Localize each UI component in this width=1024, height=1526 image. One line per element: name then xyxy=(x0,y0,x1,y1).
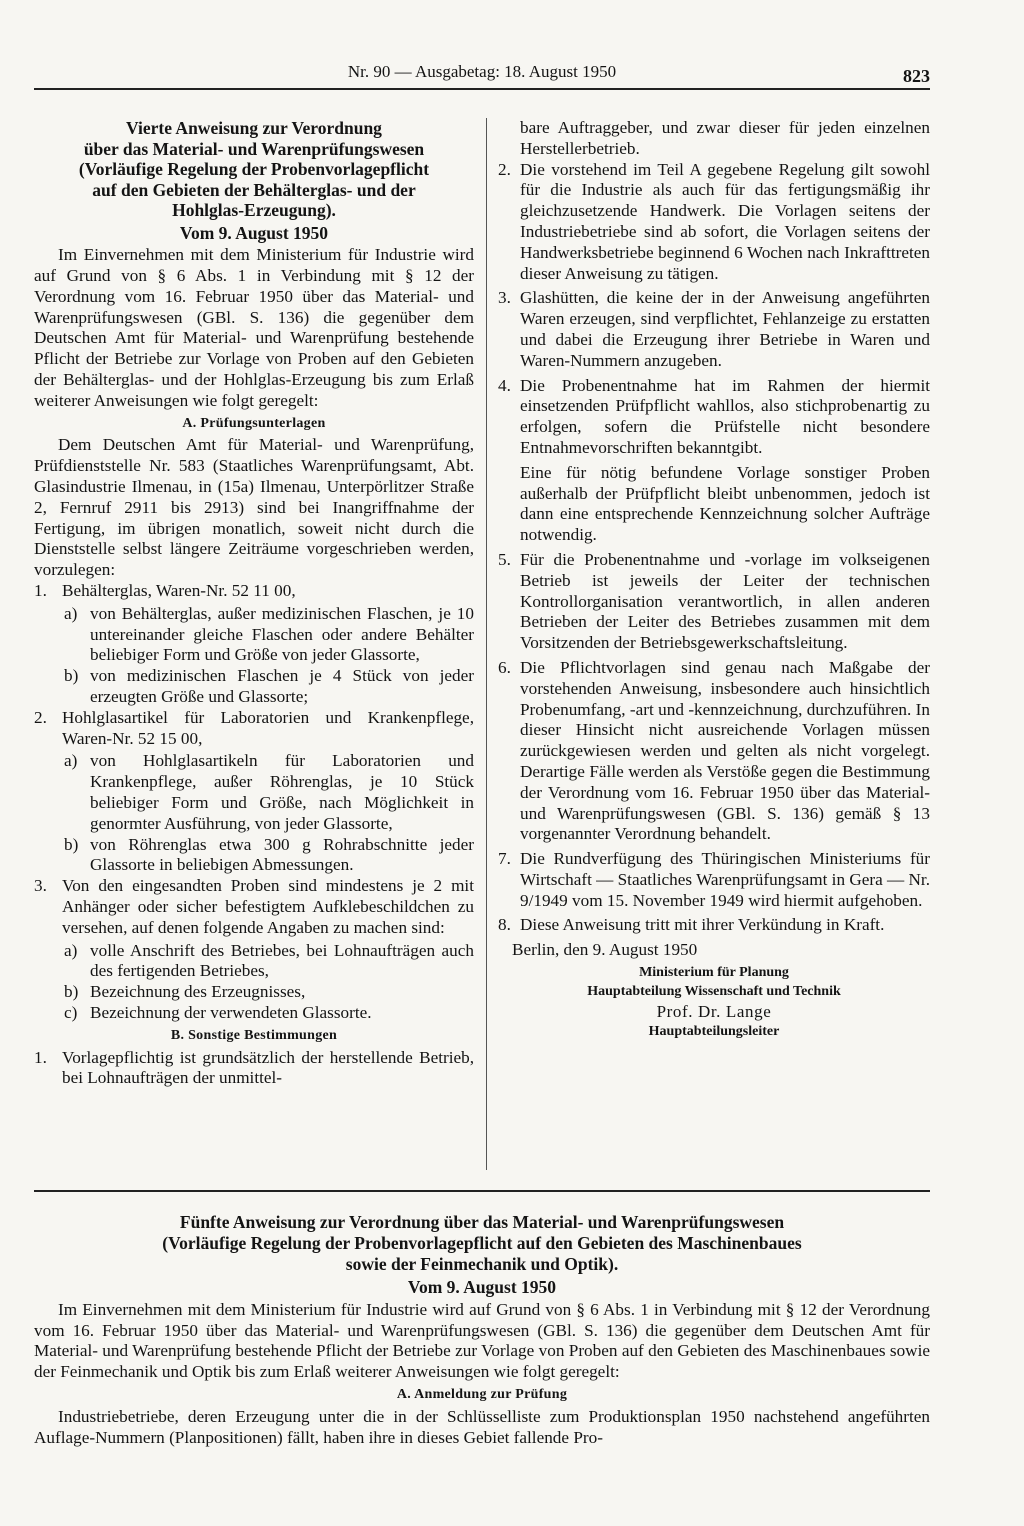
item-text: Behälterglas, Waren-Nr. 52 11 00, xyxy=(62,581,296,601)
item-text: Eine für nötig befundene Vorlage sonstiger Proben außerhalb der Prüfpflicht bleibt unbenommen, jedoch ist dann eine entsprechende Kennzeichnung solcher Aufträge notwendig. xyxy=(520,462,930,545)
item-number: 4. xyxy=(498,375,511,395)
signature-department: Hauptabteilung Wissenschaft und Technik xyxy=(587,984,841,1000)
subitem-letter: a) xyxy=(64,603,78,623)
sub-list-item xyxy=(34,941,474,983)
item-number: 7. xyxy=(498,849,511,869)
section-a-heading: A. Prüfungsunterlagen xyxy=(182,415,326,431)
item-text: Für die Probenentnahme und -vorlage im volkseigenen Betrieb ist jeweils der Leiter der technischen Kontrollorganisation verantwortlich, in allen anderen Betrieben der Leiter des Betriebes zusammen mit dem Vorsitzenden der Betriebsgewerkschaftsleitung. xyxy=(520,549,930,653)
subitem-text: Bezeichnung der verwendeten Glassorte. xyxy=(90,1002,372,1022)
section-a-heading: A. Anmeldung zur Prüfung xyxy=(396,1386,568,1402)
subitem-letter: b) xyxy=(64,834,79,854)
subitem-text: Bezeichnung des Erzeugnisses, xyxy=(90,982,306,1002)
column-divider xyxy=(486,118,487,1170)
item-text: Von den eingesandten Proben sind mindestens je 2 mit Anhänger oder sicher befestigtem Aufklebeschildchen zu versehen, auf denen folgende Angaben zu machen sind: xyxy=(62,876,474,937)
title-line: sowie der Feinmechanik und Optik). xyxy=(345,1254,619,1274)
item-text: Die Probenentnahme hat im Rahmen der hiermit einsetzenden Prüfpflicht wahllos, also stichprobenartig zu erfolgen, sofern die Prüfstelle nicht besondere Entnahmevorschriften bekanntgibt. xyxy=(520,375,930,457)
title-line: über das Material- und Warenprüfungswesen xyxy=(83,138,425,159)
title-line: auf den Gebieten der Behälterglas- und der xyxy=(92,179,416,200)
title-line: Fünfte Anweisung zur Verordnung über das Material- und Warenprüfungswesen xyxy=(179,1212,785,1232)
signature-ministry: Ministerium für Planung xyxy=(639,965,789,981)
section-a-paragraph: Industriebetriebe, deren Erzeugung unter die in der Schlüsselliste zum Produktionsplan 1950 nachstehend angeführten Auflage-Nummern (Planpositionen) fällt, haben ihre in dieses Gebiet fallende Pro- xyxy=(34,1406,930,1447)
subitem-text: von medizinischen Flaschen je 4 Stück von jeder erzeugten Größe und Glassorte; xyxy=(90,666,474,707)
subitem-text: von Hohlglasartikeln für Laboratorien und Krankenpflege, außer Röhrenglas, je 10 Stück beliebiger Form und Größe, nach Möglichkeit in genormter Ausführung, von jeder Glassorte, xyxy=(90,751,474,833)
list-item xyxy=(498,160,930,285)
fifth-ordinance xyxy=(34,1212,930,1448)
section-a-paragraph: Dem Deutschen Amt für Material- und Warenprüfung, Prüfdienststelle Nr. 583 (Staatliches Warenprüfungsamt, Abt. Glasindustrie Ilmenau, in (15a) Ilmenau, Unterpörlitzer Straße 2, Fernruf 2911 bis 2913) sind bei Inangriffnahme der Fertigung, im übrigen monatlich, soweit nicht durch die Dienststelle selbst längere Zeiträume vorgeschrieben werden, vorzulegen: xyxy=(34,435,474,580)
list-item xyxy=(34,1048,474,1090)
item-text: Die Pflichtvorlagen sind genau nach Maßgabe der vorstehenden Anweisung, insbesondere auch hinsichtlich Probenumfang, -art und -kennzeichnung, durchzuführen. In dieser Hinsicht nicht ausreichende Vorlagen müssen zurückgewiesen werden und gelten als nicht vorgelegt. Derartige Fälle werden als Verstöße gegen die Bestimmung der Verordnung vom 16. Februar 1950 über das Material- und Warenprüfungswesen (GBl. S. 136) gemäß § 13 vorgenannter Verordnung behandelt. xyxy=(520,657,930,844)
list-item xyxy=(498,658,930,845)
right-column xyxy=(498,118,930,1041)
intro-paragraph: Im Einvernehmen mit dem Ministerium für Industrie wird auf Grund von § 6 Abs. 1 in Verbindung mit § 12 der Verordnung vom 16. Februar 1950 über das Material- und Warenprüfungswesen (GBl. S. 136) die gegenüber dem Deutschen Amt für Material- und Warenprüfung bestehende Pflicht der Betriebe zur Vorlage von Proben auf den Gebieten der Behälterglas- und der Hohlglas-Erzeugung bis zum Erlaß weiterer Anweisungen wie folgt geregelt: xyxy=(34,245,474,410)
header-rule xyxy=(34,88,930,90)
subitem-letter: a) xyxy=(64,751,78,771)
sub-list-item xyxy=(34,666,474,708)
item-number: 2. xyxy=(498,159,511,179)
sub-list-item xyxy=(34,751,474,834)
item-text: Die Rundverfügung des Thüringischen Ministeriums für Wirtschaft — Staatliches Warenprüfungsamt in Gera — Nr. 9/1949 vom 15. November 1949 wird hiermit aufgehoben. xyxy=(520,849,930,910)
item-number: 3. xyxy=(34,876,47,896)
title-line: (Vorläufige Regelung der Probenvorlagepflicht xyxy=(78,159,430,179)
subitem-text: von Röhrenglas etwa 300 g Rohrabschnitte jeder Glassorte in beliebigen Abmessungen. xyxy=(90,834,474,875)
list-item xyxy=(34,708,474,750)
title-line: Vierte Anweisung zur Verordnung xyxy=(126,118,382,138)
page-number: 823 xyxy=(903,66,930,86)
item-number: 3. xyxy=(498,288,511,308)
item-number: 1. xyxy=(34,581,47,601)
fifth-ordinance-title xyxy=(34,1212,930,1275)
list-item xyxy=(498,376,930,459)
subitem-letter: b) xyxy=(64,666,79,686)
title-line: (Vorläufige Regelung der Probenvorlagepflicht auf den Gebieten des Maschinenbaues xyxy=(162,1233,802,1253)
item-text: Glashütten, die keine der in der Anweisung angeführten Waren erzeugen, sind verpflichtet, Fehlanzeige zu erstatten und dabei die Erzeugung ihrer Betriebe in Waren und Waren-Nummern anzugeben. xyxy=(520,288,930,370)
item-text: Die vorstehend im Teil A gegebene Regelung gilt sowohl für die Industrie als auch für das fertigungsmäßig ihr gleichzusetzende Handwerk. Die Vorlagen seitens der Industriebetriebe sind ab sofort, die Vorlagen seitens der Handwerksbetriebe beginnend 6 Wochen nach Inkrafttreten dieser Anweisung zu tätigen. xyxy=(520,159,930,283)
left-column xyxy=(34,118,474,1091)
list-item xyxy=(34,876,474,938)
issue-line: Nr. 90 — Ausgabetag: 18. August 1950 xyxy=(347,62,617,81)
ordinance-date: Vom 9. August 1950 xyxy=(407,1277,557,1297)
item-number: 2. xyxy=(34,707,47,727)
list-item xyxy=(34,581,474,602)
page-header xyxy=(34,60,930,84)
fourth-ordinance-title xyxy=(34,118,474,221)
list-item xyxy=(498,915,930,936)
continued-paragraph: bare Auftraggeber, und zwar dieser für jeden einzelnen Herstellerbetrieb. xyxy=(520,118,930,158)
subitem-letter: a) xyxy=(64,940,78,960)
item-text: Diese Anweisung tritt mit ihrer Verkündung in Kraft. xyxy=(520,915,885,935)
subitem-text: von Behälterglas, außer medizinischen Flaschen, je 10 untereinander gleiche Flaschen oder andere Behälter beliebiger Form und Größe von jeder Glassorte, xyxy=(90,603,474,665)
section-rule xyxy=(34,1190,930,1192)
title-line: Hohlglas-Erzeugung). xyxy=(172,200,336,220)
signature-title: Hauptabteilungsleiter xyxy=(648,1024,780,1040)
item-number: 1. xyxy=(34,1047,47,1067)
sub-list-item xyxy=(34,1003,474,1024)
item-number: 6. xyxy=(498,657,511,677)
sub-list-item xyxy=(34,604,474,666)
right-list xyxy=(498,160,930,937)
item-number: 8. xyxy=(498,915,511,935)
sub-list-item xyxy=(34,835,474,877)
subitem-letter: c) xyxy=(64,1002,78,1022)
item-text: Vorlagepflichtig ist grundsätzlich der herstellende Betrieb, bei Lohnaufträgen der unmittel- xyxy=(62,1047,474,1088)
intro-paragraph: Im Einvernehmen mit dem Ministerium für Industrie wird auf Grund von § 6 Abs. 1 in Verbindung mit § 12 der Verordnung vom 16. Februar 1950 über das Material- und Warenprüfungswesen (GBl. S. 136) die gegenüber dem Deutschen Amt für Material- und Warenprüfung bestehende Pflicht der Betriebe zur Vorlage von Proben auf den Gebieten des Maschinenbaues sowie der Feinmechanik und Optik bis zum Erlaß weiterer Anweisungen wie folgt geregelt: xyxy=(34,1299,930,1382)
place-and-date: Berlin, den 9. August 1950 xyxy=(512,940,698,960)
ordinance-date: Vom 9. August 1950 xyxy=(179,222,329,243)
list-item xyxy=(498,550,930,654)
item-number: 5. xyxy=(498,549,511,569)
section-b-heading: B. Sonstige Bestimmungen xyxy=(170,1027,338,1043)
list-item xyxy=(498,288,930,371)
signature-name: Prof. Dr. Lange xyxy=(656,1002,772,1022)
list-item xyxy=(498,849,930,911)
item-text: Hohlglasartikel für Laboratorien und Krankenpflege, Waren-Nr. 52 15 00, xyxy=(62,707,474,748)
list-item xyxy=(498,463,930,546)
sub-list-item xyxy=(34,982,474,1003)
subitem-letter: b) xyxy=(64,982,79,1002)
subitem-text: volle Anschrift des Betriebes, bei Lohnaufträgen auch des fertigenden Betriebes, xyxy=(90,940,474,981)
